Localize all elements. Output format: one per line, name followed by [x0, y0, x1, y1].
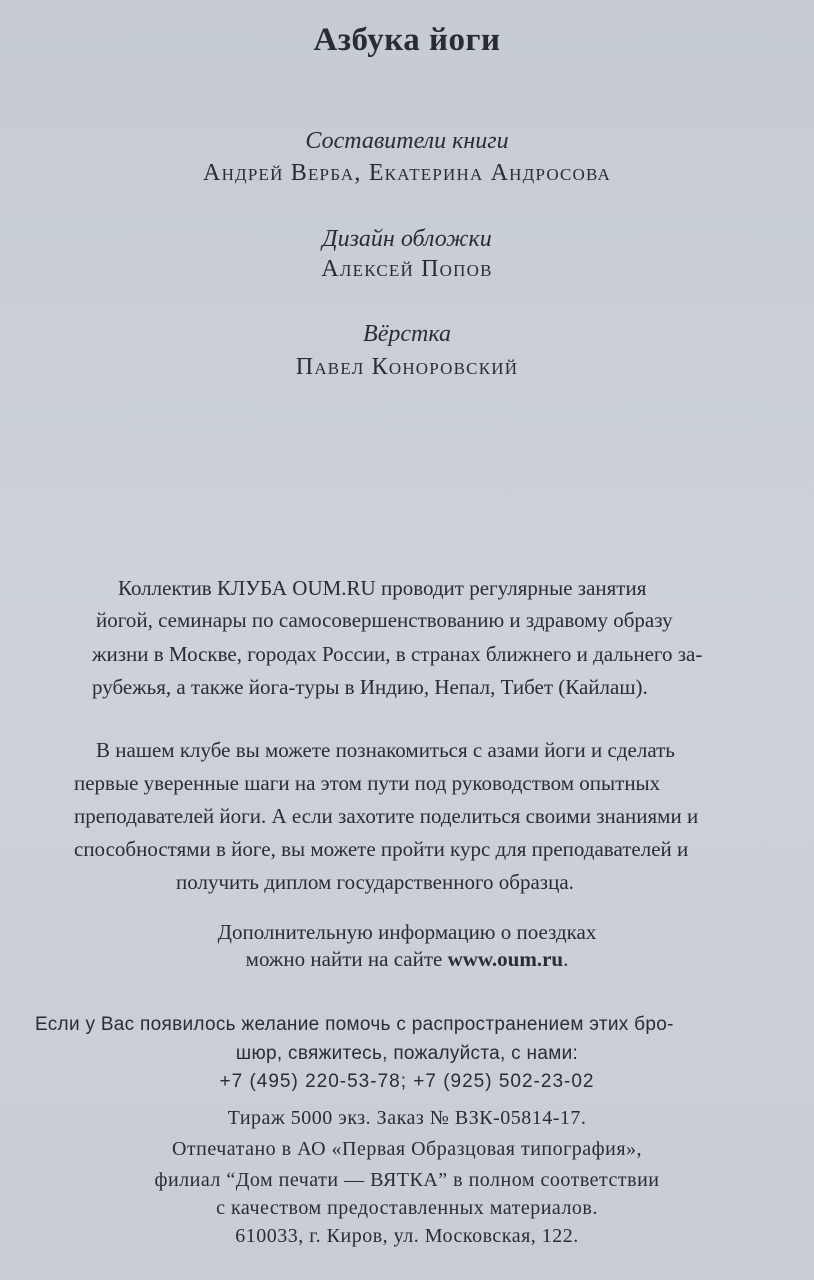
- website-link[interactable]: www.oum.ru: [447, 947, 564, 971]
- imprint-line: филиал “Дом печати — ВЯТКА” в полном соответствии: [154, 1169, 660, 1191]
- club-paragraph-line: жизни в Москве, городах России, в странах ближнего и дальнего за-: [92, 642, 703, 666]
- contact-line-2: шюр, свяжитесь, пожалуйста, с нами:: [235, 1043, 579, 1064]
- imprint-line: с качеством предоставленных материалов.: [216, 1197, 598, 1219]
- teacher-paragraph-line: первые уверенные шаги на этом пути под руководством опытных: [74, 771, 661, 795]
- teacher-paragraph-line: преподавателей йоги. А если захотите поделиться своими знаниями и: [74, 804, 699, 828]
- credit-role-compilers: Составители книги: [305, 128, 509, 154]
- info-line-2-prefix: можно найти на сайте: [245, 947, 448, 971]
- teacher-paragraph-line: В нашем клубе вы можете познакомиться с азами йоги и сделать: [96, 738, 675, 762]
- club-paragraph-line: йогой, семинары по самосовершенствованию и здравому образу: [96, 608, 673, 632]
- info-line-2: [0, 947, 814, 972]
- credit-role-layout: Вёрстка: [363, 321, 451, 347]
- credit-role-cover-design: Дизайн обложки: [322, 226, 492, 252]
- info-line-1: Дополнительную информацию о поездках: [217, 920, 597, 944]
- teacher-paragraph-line: получить диплом государственного образца.: [176, 870, 574, 894]
- club-paragraph-line: рубежья, а также йога-туры в Индию, Непал, Тибет (Кайлаш).: [92, 675, 648, 699]
- club-paragraph-line: Коллектив КЛУБА OUM.RU проводит регулярные занятия: [118, 576, 647, 600]
- imprint-line: 610033, г. Киров, ул. Московская, 122.: [235, 1225, 579, 1247]
- contact-line-1: Если у Вас появилось желание помочь с распространением этих бро-: [35, 1014, 674, 1035]
- info-line-2-suffix: .: [563, 947, 569, 971]
- imprint-line: Тираж 5000 экз. Заказ № ВЗК-05814-17.: [227, 1107, 587, 1129]
- book-title: Азбука йоги: [313, 22, 501, 58]
- credit-names-compilers: Андрей Верба, Екатерина Андросова: [203, 160, 611, 186]
- imprint-line: Отпечатано в АО «Первая Образцовая типография»,: [171, 1138, 643, 1160]
- credit-names-cover-design: Алексей Попов: [321, 256, 493, 282]
- credit-names-layout: Павел Коноровский: [295, 354, 519, 380]
- contact-phones: +7 (495) 220-53-78; +7 (925) 502-23-02: [219, 1071, 595, 1092]
- teacher-paragraph-line: способностями в йоге, вы можете пройти курс для преподавателей и: [74, 837, 689, 861]
